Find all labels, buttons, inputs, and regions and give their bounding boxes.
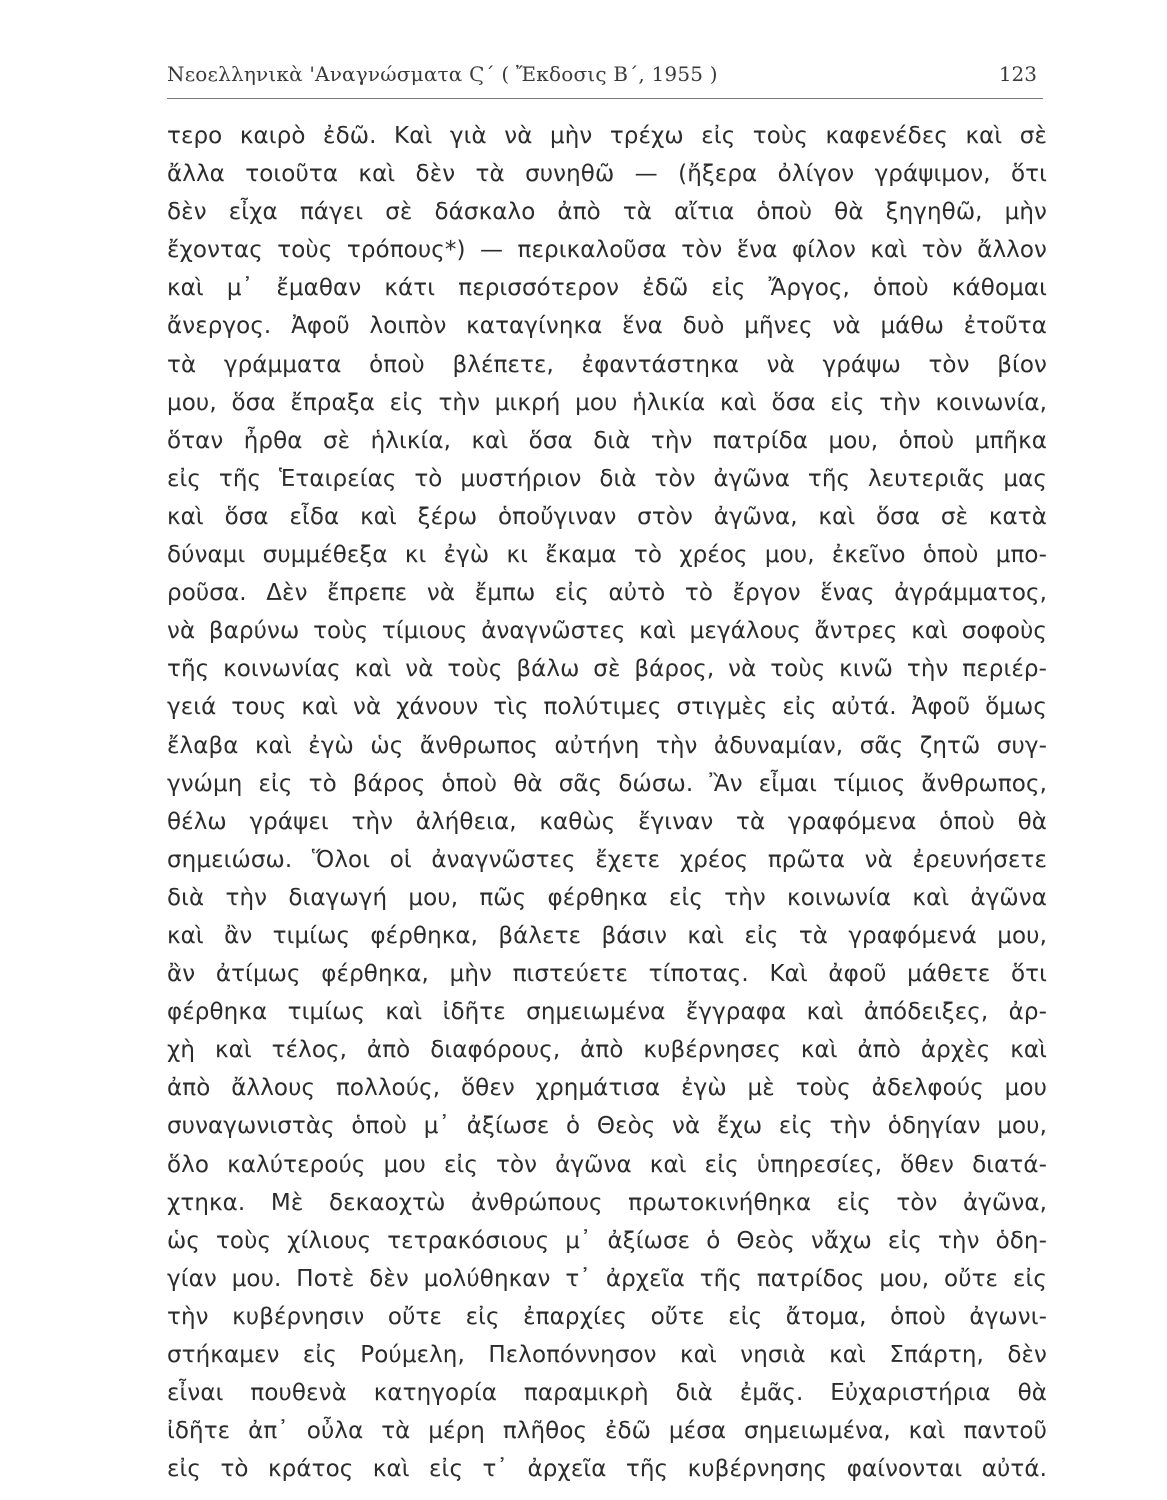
text-line: μου, ὅσα ἔπραξα εἰς τὴν μικρή μου ἡλικία καὶ ὅσα εἰς τὴν κοινωνία, — [167, 389, 1047, 416]
text-line: ἔχοντας τοὺς τρόπους*) — περικαλοῦσα τὸν ἕνα φίλον καὶ τὸν ἄλλον — [167, 237, 1047, 264]
text-line: ἰδῆτε ἀπ᾽ οὖλα τὰ μέρη πλῆθος ἐδῶ μέσα σημειωμένα, καὶ παντοῦ — [167, 1418, 1047, 1445]
text-line: χτηκα. Μὲ δεκαοχτὼ ἀνθρώπους πρωτοκινήθηκα εἰς τὸν ἀγῶνα, — [167, 1189, 1047, 1216]
text-line: διὰ τὴν διαγωγή μου, πῶς φέρθηκα εἰς τὴν κοινωνία καὶ ἀγῶνα — [167, 884, 1047, 911]
text-line: ροῦσα. Δὲν ἔπρεπε νὰ ἔμπω εἰς αὐτὸ τὸ ἔργον ἕνας ἀγράμματος, — [167, 580, 1047, 607]
text-line: ὡς τοὺς χίλιους τετρακόσιους μ᾽ ἀξίωσε ὁ Θεὸς νἄχω εἰς τὴν ὁδη- — [167, 1227, 1047, 1254]
text-line: γίαν μου. Ποτὲ δὲν μολύθηκαν τ᾽ ἀρχεῖα τῆς πατρίδος μου, οὔτε εἰς — [167, 1265, 1047, 1292]
text-line: καὶ ὅσα εἶδα καὶ ξέρω ὁποὔγιναν στὸν ἀγῶνα, καὶ ὅσα σὲ κατὰ — [167, 503, 1047, 530]
text-line: σημειώσω. Ὅλοι οἱ ἀναγνῶστες ἔχετε χρέος πρῶτα νὰ ἐρευνήσετε — [167, 846, 1047, 873]
body-text — [167, 117, 1047, 1488]
text-line: εἰς τὸ κράτος καὶ εἰς τ᾽ ἀρχεῖα τῆς κυβέρνησης φαίνονται αὐτά. — [167, 1456, 1047, 1483]
book-title: Νεοελληνικὰ 'Αναγνώσματα Ϛ΄ ( Ἔκδοσις Β΄, 1955 ) — [167, 62, 718, 86]
text-line: ἄνεργος. Ἀφοῦ λοιπὸν καταγίνηκα ἕνα δυὸ μῆνες νὰ μάθω ἐτοῦτα — [167, 313, 1047, 340]
text-line: γειά τους καὶ νὰ χάνουν τὶς πολύτιμες στιγμὲς εἰς αὐτά. Ἀφοῦ ὅμως — [167, 694, 1047, 721]
text-line: εἰς τῆς Ἑταιρείας τὸ μυστήριον διὰ τὸν ἀγῶνα τῆς λευτεριᾶς μας — [167, 465, 1047, 492]
text-line: γνώμη εἰς τὸ βάρος ὁποὺ θὰ σᾶς δώσω. Ἂν εἶμαι τίμιος ἄνθρωπος, — [167, 770, 1047, 797]
text-line: χὴ καὶ τέλος, ἀπὸ διαφόρους, ἀπὸ κυβέρνησες καὶ ἀπὸ ἀρχὲς καὶ — [167, 1037, 1047, 1064]
text-line: φέρθηκα τιμίως καὶ ἰδῆτε σημειωμένα ἔγγραφα καὶ ἀπόδειξες, ἀρ- — [167, 999, 1047, 1026]
text-line: στήκαμεν εἰς Ρούμελη, Πελοπόννησον καὶ νησιὰ καὶ Σπάρτη, δὲν — [167, 1342, 1047, 1368]
running-header — [167, 58, 1043, 99]
text-line: τὰ γράμματα ὁποὺ βλέπετε, ἐφαντάστηκα νὰ γράψω τὸν βίον — [167, 351, 1047, 378]
text-line: συναγωνιστὰς ὁποὺ μ᾽ ἀξίωσε ὁ Θεὸς νὰ ἔχω εἰς τὴν ὁδηγίαν μου, — [167, 1113, 1047, 1140]
text-line: ἀπὸ ἄλλους πολλούς, ὅθεν χρημάτισα ἐγὼ μὲ τοὺς ἀδελφούς μου — [167, 1075, 1047, 1102]
text-line: ἄλλα τοιοῦτα καὶ δὲν τὰ συνηθῶ — (ἤξερα ὀλίγον γράψιμον, ὅτι — [167, 161, 1047, 188]
text-line: τὴν κυβέρνησιν οὔτε εἰς ἐπαρχίες οὔτε εἰς ἄτομα, ὁποὺ ἀγωνι- — [167, 1303, 1047, 1330]
text-line: δὲν εἶχα πάγει σὲ δάσκαλο ἀπὸ τὰ αἴτια ὁποὺ θὰ ξηγηθῶ, μὴν — [167, 199, 1047, 226]
text-line: νὰ βαρύνω τοὺς τίμιους ἀναγνῶστες καὶ μεγάλους ἄντρες καὶ σοφοὺς — [167, 618, 1047, 645]
text-line: θέλω γράψει τὴν ἀλήθεια, καθὼς ἔγιναν τὰ γραφόμενα ὁποὺ θὰ — [167, 808, 1047, 835]
text-line: τῆς κοινωνίας καὶ νὰ τοὺς βάλω σὲ βάρος, νὰ τοὺς κινῶ τὴν περιέρ- — [167, 656, 1047, 683]
page-number: 123 — [998, 62, 1037, 86]
text-line: καὶ μ᾽ ἔμαθαν κάτι περισσότερον ἐδῶ εἰς Ἄργος, ὁποὺ κάθομαι — [167, 275, 1047, 302]
text-line: ἔλαβα καὶ ἐγὼ ὡς ἄνθρωπος αὐτήνη τὴν ἀδυναμίαν, σᾶς ζητῶ συγ- — [167, 732, 1047, 759]
text-line: ἂν ἀτίμως φέρθηκα, μὴν πιστεύετε τίποτας. Καὶ ἀφοῦ μάθετε ὅτι — [167, 961, 1047, 988]
text-line: ὅλο καλύτερούς μου εἰς τὸν ἀγῶνα καὶ εἰς ὑπηρεσίες, ὅθεν διατά- — [167, 1151, 1047, 1178]
text-line: καὶ ἂν τιμίως φέρθηκα, βάλετε βάσιν καὶ εἰς τὰ γραφόμενά μου, — [167, 922, 1047, 949]
text-line: τερο καιρὸ ἐδῶ. Καὶ γιὰ νὰ μὴν τρέχω εἰς τοὺς καφενέδες καὶ σὲ — [167, 123, 1047, 149]
text-line: εἶναι πουθενὰ κατηγορία παραμικρὴ διὰ ἐμᾶς. Εὐχαριστήρια θὰ — [167, 1380, 1047, 1407]
text-line: ὅταν ἦρθα σὲ ἡλικία, καὶ ὅσα διὰ τὴν πατρίδα μου, ὁποὺ μπῆκα — [167, 427, 1047, 454]
text-line: δύναμι συμμέθεξα κι ἐγὼ κι ἔκαμα τὸ χρέος μου, ἐκεῖνο ὁποὺ μπο- — [167, 542, 1047, 569]
